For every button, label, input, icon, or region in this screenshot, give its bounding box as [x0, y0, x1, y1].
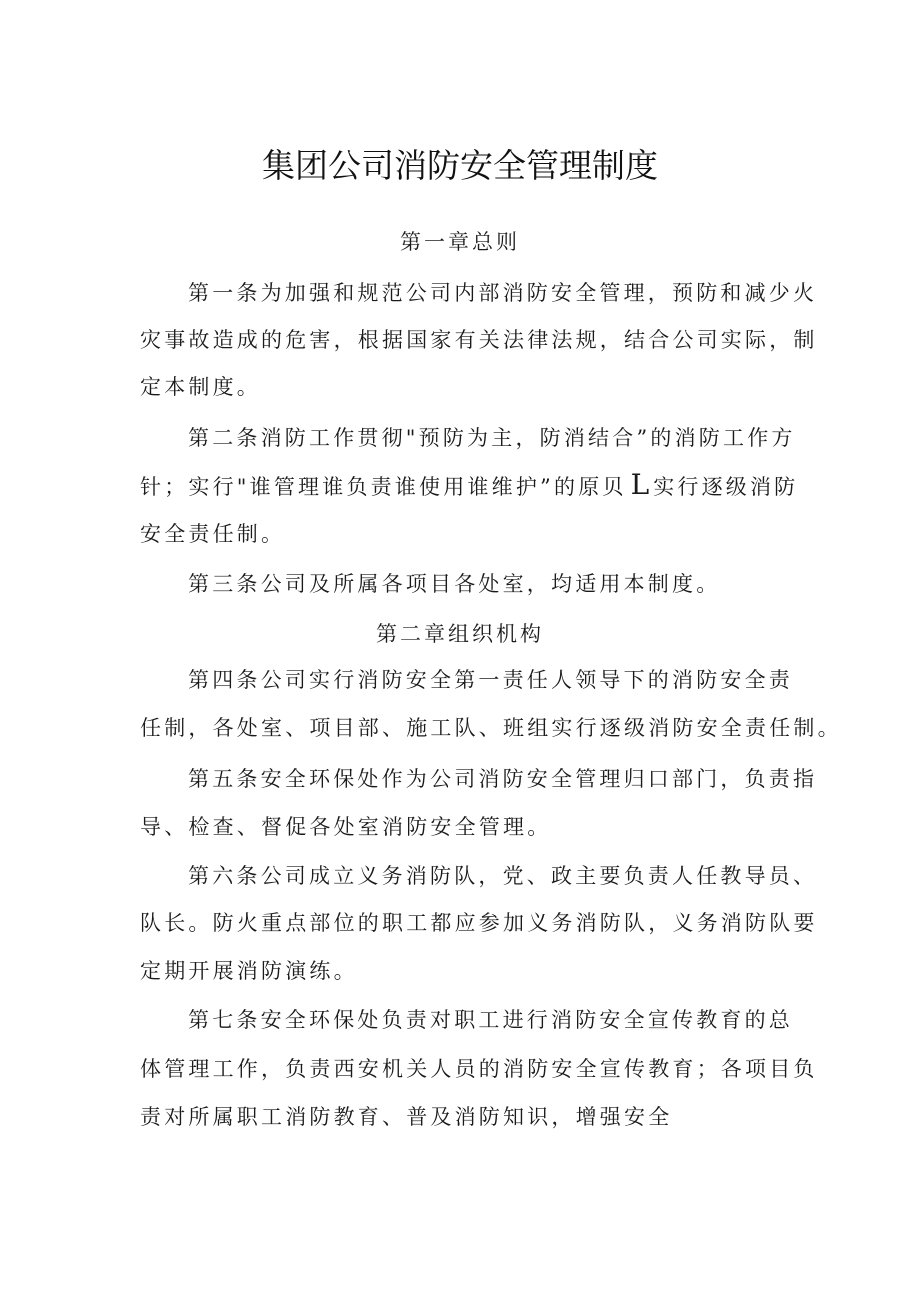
chapter-1-heading: 第一章总则	[400, 230, 520, 254]
article-4-line-1: 第四条公司实行消防安全第一责任人领导下的消防安全责	[188, 668, 793, 692]
article-7-line-3: 责对所属职工消防教育、普及消防知识，增强安全	[140, 1105, 673, 1129]
article-2-line-1: 第二条消防工作贯彻"预防为主，防消结合”的消防工作方	[188, 426, 796, 450]
article-2-line-2-part-c: 实行逐级消防	[653, 475, 799, 499]
document-title: 集团公司消防安全管理制度	[262, 146, 658, 185]
article-6-line-3: 定期开展消防演练。	[140, 959, 358, 983]
article-2-ocr-glyph: L	[630, 468, 650, 501]
chapter-2-heading: 第二章组织机构	[376, 622, 544, 646]
article-1-line-2: 灾事故造成的危害，根据国家有关法律法规，结合公司实际，制	[140, 328, 818, 352]
article-2-line-2	[140, 468, 798, 501]
article-7-line-2: 体管理工作，负责西安机关人员的消防安全宣传教育；各项目负	[140, 1057, 818, 1081]
article-7-line-1: 第七条安全环保处负责对职工进行消防安全宣传教育的总	[188, 1008, 793, 1032]
article-1-line-3: 定本制度。	[140, 375, 261, 399]
article-6-line-2: 队长。防火重点部位的职工都应参加义务消防队，义务消防队要	[140, 911, 818, 935]
article-2-line-3: 安全责任制。	[140, 522, 286, 546]
article-5-line-2: 导、检查、督促各处室消防安全管理。	[140, 815, 552, 839]
article-2-line-2-part-a: 针；实行"谁管理谁负责谁使用谁维护”的原贝	[140, 475, 627, 499]
article-3-line-1: 第三条公司及所属各项目各处室，均适用本制度。	[188, 572, 721, 596]
article-5-line-1: 第五条安全环保处作为公司消防安全管理归口部门，负责指	[188, 767, 818, 791]
article-1-line-1: 第一条为加强和规范公司内部消防安全管理，预防和减少火	[188, 281, 818, 305]
article-6-line-1: 第六条公司成立义务消防队，党、政主要负责人任教导员、	[188, 864, 818, 888]
article-4-line-2: 任制，各处室、项目部、施工队、班组实行逐级消防安全责任制。	[140, 716, 842, 740]
